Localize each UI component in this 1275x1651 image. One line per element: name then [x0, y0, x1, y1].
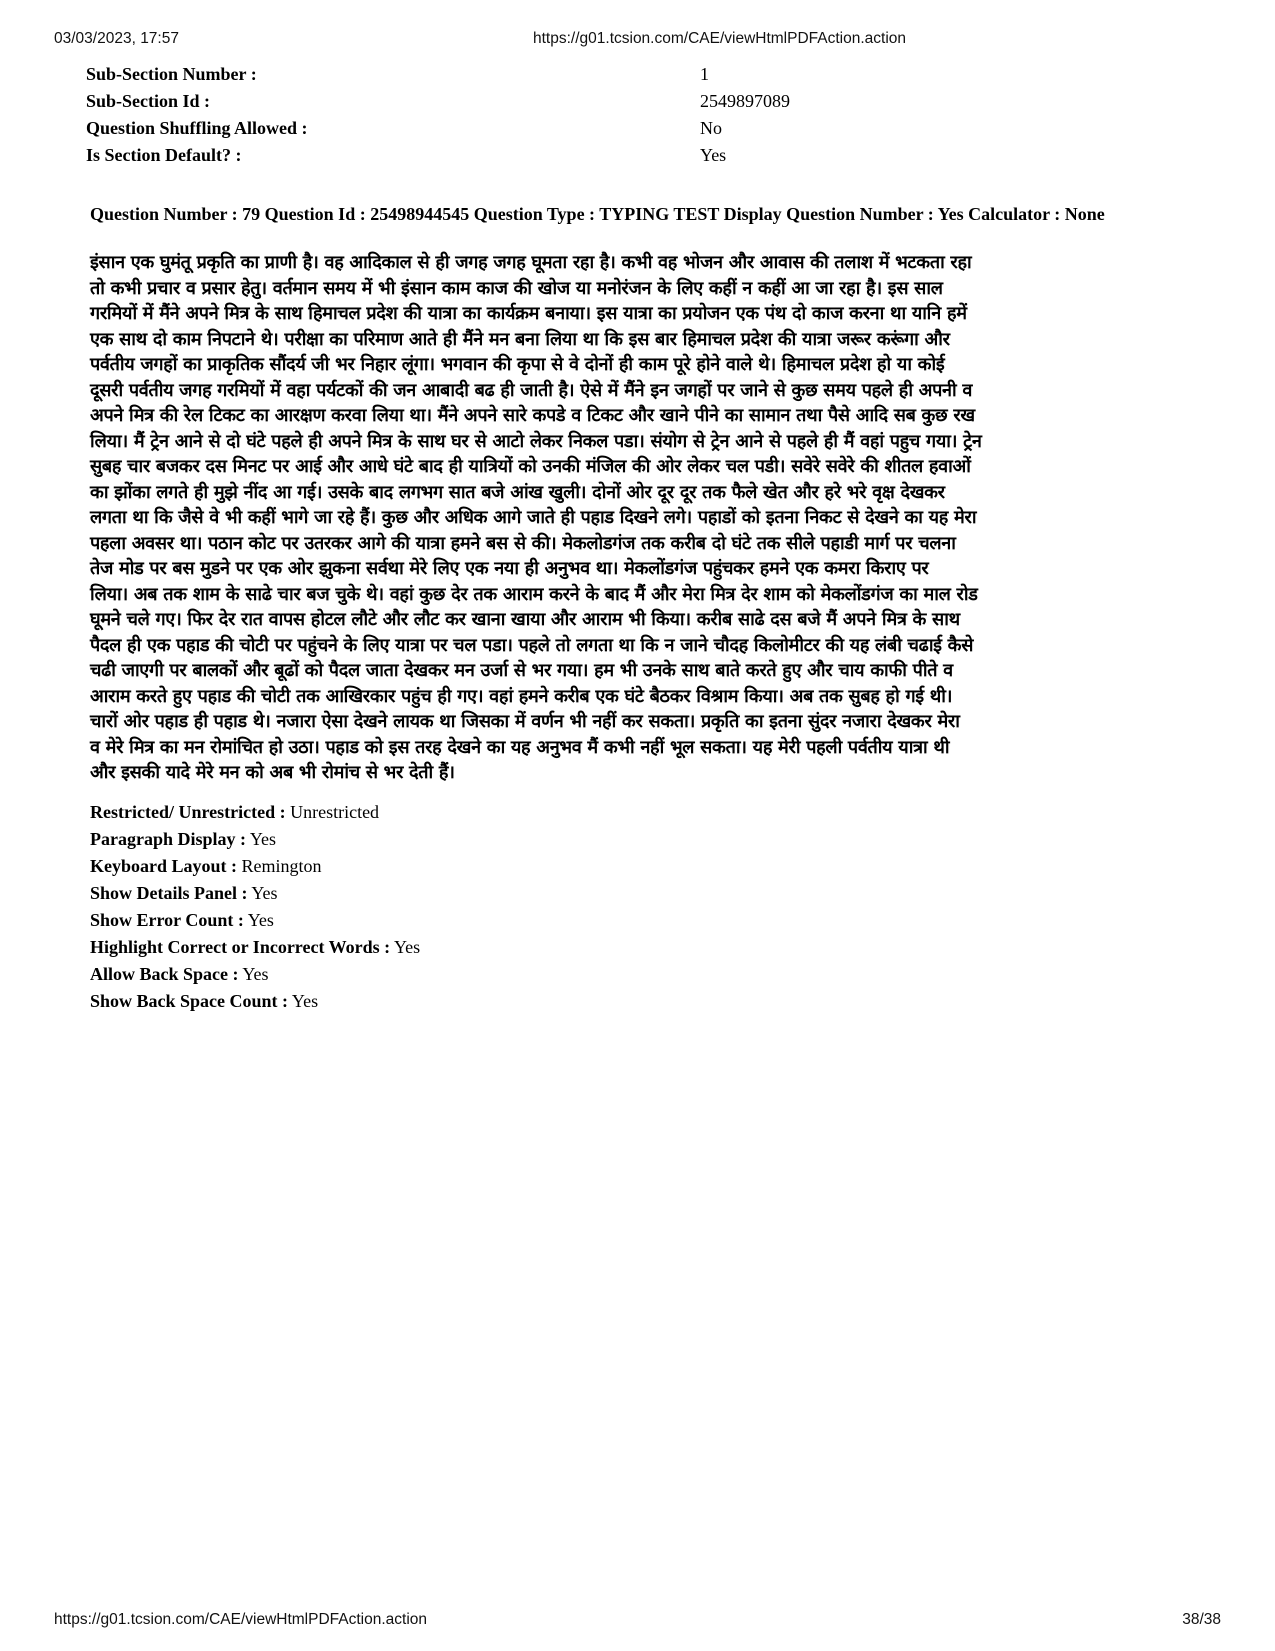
- show-back-space-count-label: Show Back Space Count :: [90, 991, 289, 1011]
- property-row: [90, 908, 420, 935]
- subsection-id-value: 2549897089: [700, 91, 790, 111]
- section-default-label: Is Section Default? :: [86, 145, 242, 165]
- passage-line: दूसरी पर्वतीय जगह गरमियों में वहा पर्यटकों की जन आबादी बढ ही जाती है। ऐसे में मैंने इन जगहों पर जाने से कुछ समय पहले ही अपनी व: [90, 379, 973, 401]
- print-header-datetime: 03/03/2023, 17:57: [54, 30, 179, 47]
- paragraph-display-label: Paragraph Display :: [90, 829, 247, 849]
- passage-line: एक साथ दो काम निपटाने थे। परीक्षा का परिमाण आते ही मैंने मन बना लिया था कि इस बार हिमाचल प्रदेश की यात्रा जरूर करूंगा और: [90, 328, 950, 350]
- property-row: [90, 935, 420, 962]
- highlight-words-label: Highlight Correct or Incorrect Words :: [90, 937, 391, 957]
- property-row: [90, 962, 420, 989]
- highlight-words-value: Yes: [393, 937, 421, 957]
- keyboard-layout-label: Keyboard Layout :: [90, 856, 238, 876]
- print-footer-url: https://g01.tcsion.com/CAE/viewHtmlPDFAction.action: [54, 1611, 428, 1628]
- print-header-url: https://g01.tcsion.com/CAE/viewHtmlPDFAction.action: [533, 30, 907, 47]
- show-error-count-label: Show Error Count :: [90, 910, 244, 930]
- passage-line: तेज मोड पर बस मुडने पर एक ओर झुकना सर्वथा मेरे लिए एक नया ही अनुभव था। मेकलोंडगंज पहुंचकर हमने एक कमरा किराए पर: [90, 558, 929, 579]
- passage-line: का झोंका लगते ही मुझे नींद आ गई। उसके बाद लगभग सात बजे आंख खुली। दोनों ओर दूर दूर तक फैले खेत और हरे भरे वृक्ष देखकर: [90, 481, 945, 503]
- show-error-count-value: Yes: [247, 910, 274, 930]
- keyboard-layout-value: Remington: [241, 856, 322, 876]
- passage-line: चढी जाएगी पर बालकों और बूढों को पैदल जाता देखकर मन उर्जा से भर गया। हम भी उनके साथ बाते करते हुए और चाय काफी पीते व: [90, 660, 953, 681]
- passage-line: तो कभी प्रचार व प्रसार हेतु। वर्तमान समय में भी इंसान काम काज की खोज या मनोरंजन के लिए कहीं न कहीं आ जा रहा है। इस साल: [90, 277, 943, 299]
- passage-line: पहला अवसर था। पठान कोट पर उतरकर आगे की यात्रा हमने बस से की। मेकलोडगंज तक करीब दो घंटे तक सीले पहाडी मार्ग पर चलना: [90, 532, 956, 554]
- passage-line: पैदल ही एक पहाड की चोटी पर पहुंचने के लिए यात्रा पर चल पडा। पहले तो लगता था कि न जाने चौदह किलोमीटर की यह लंबी चढाई कैसे: [90, 634, 974, 656]
- section-default-value: Yes: [700, 145, 727, 165]
- show-details-panel-label: Show Details Panel :: [90, 883, 248, 903]
- property-row: [90, 881, 420, 908]
- allow-back-space-value: Yes: [242, 964, 269, 984]
- passage-line: घूमने चले गए। फिर देर रात वापस होटल लौटे और लौट कर खाना खाया और आराम भी किया। करीब साढे दस बजे मैं अपने मित्र के साथ: [90, 609, 960, 630]
- paragraph-display-value: Yes: [249, 829, 277, 849]
- restricted-label: Restricted/ Unrestricted :: [90, 802, 286, 822]
- allow-back-space-label: Allow Back Space :: [90, 964, 239, 984]
- passage-line: गरमियों में मैंने अपने मित्र के साथ हिमाचल प्रदेश की यात्रा का कार्यक्रम बनाया। इस यात्रा का प्रयोजन एक पंथ दो काज करना था यानि हमें: [90, 303, 967, 324]
- passage-line: अपने मित्र की रेल टिकट का आरक्षण करवा लिया था। मैंने अपने सारे कपडे व टिकट और खाने पीने का सामान तथा पैसे आदि सब कुछ रख: [90, 405, 975, 426]
- restricted-value: Unrestricted: [290, 802, 380, 822]
- typing-passage: [90, 250, 1200, 786]
- passage-line: पर्वतीय जगहों का प्राकृतिक सौंदर्य जी भर निहार लूंगा। भगवान की कृपा से वे दोनों ही काम पूरे होने वाले थे। हिमाचल प्रदेश हो या कोई: [90, 354, 945, 375]
- passage-line: इंसान एक घुमंतू प्रकृति का प्राणी है। वह आदिकाल से ही जगह जगह घूमता रहा है। कभी वह भोजन और आवास की तलाश में भटकता रहा: [90, 252, 972, 273]
- show-details-panel-value: Yes: [251, 883, 278, 903]
- passage-line: सुबह चार बजकर दस मिनट पर आई और आधे घंटे बाद ही यात्रियों को उनकी मंजिल की ओर लेकर चल पडी। सवेरे सवेरे की शीतल हवाओं: [90, 456, 971, 477]
- passage-line: आराम करते हुए पहाड की चोटी तक आखिरकार पहुंच ही गए। वहां हमने करीब एक घंटे बैठकर विश्राम किया। अब तक सुबह हो गई थी।: [90, 685, 953, 707]
- property-row: [90, 854, 420, 881]
- show-back-space-count-value: Yes: [291, 991, 319, 1011]
- page-number: 38/38: [1182, 1611, 1221, 1628]
- subsection-number-value: 1: [700, 64, 709, 84]
- question-shuffling-value: No: [700, 118, 722, 138]
- subsection-number-label: Sub-Section Number :: [86, 64, 257, 84]
- passage-line: लगता था कि जैसे वे भी कहीं भागे जा रहे हैं। कुछ और अधिक आगे जाते ही पहाड दिखने लगे। पहाडों को इतना निकट से देखने का यह मेरा: [90, 507, 977, 528]
- question-shuffling-label: Question Shuffling Allowed :: [86, 118, 308, 138]
- property-row: [90, 800, 420, 827]
- question-properties: [90, 800, 420, 1016]
- property-row: [90, 827, 420, 854]
- property-row: [90, 989, 420, 1016]
- passage-line: चारों ओर पहाड ही पहाड थे। नजारा ऐसा देखने लायक था जिसका में वर्णन भी नहीं कर सकता। प्रकृति का इतना सुंदर नजारा देखकर मेरा: [90, 711, 960, 732]
- passage-line: लिया। अब तक शाम के साढे चार बज चुके थे। वहां कुछ देर तक आराम करने के बाद मैं और मेरा मित्र देर शाम को मेकलोंडगंज का माल रोड: [90, 583, 978, 605]
- question-header: Question Number : 79 Question Id : 25498944545 Question Type : TYPING TEST Display Question Number : Yes Calculator : None: [90, 204, 1105, 224]
- passage-line: व मेरे मित्र का मन रोमांचित हो उठा। पहाड को इस तरह देखने का यह अनुभव मैं कभी नहीं भूल सकता। यह मेरी पहली पर्वतीय यात्रा थी: [90, 736, 950, 758]
- passage-line: लिया। मैं ट्रेन आने से दो घंटे पहले ही अपने मित्र के साथ घर से आटो लेकर निकल पडा। संयोग से ट्रेन आने से पहले ही मैं वहां पहुच गया। ट्रेन: [90, 430, 982, 452]
- subsection-id-label: Sub-Section Id :: [86, 91, 211, 111]
- passage-line: और इसकी यादे मेरे मन को अब भी रोमांच से भर देती हैं।: [90, 762, 455, 783]
